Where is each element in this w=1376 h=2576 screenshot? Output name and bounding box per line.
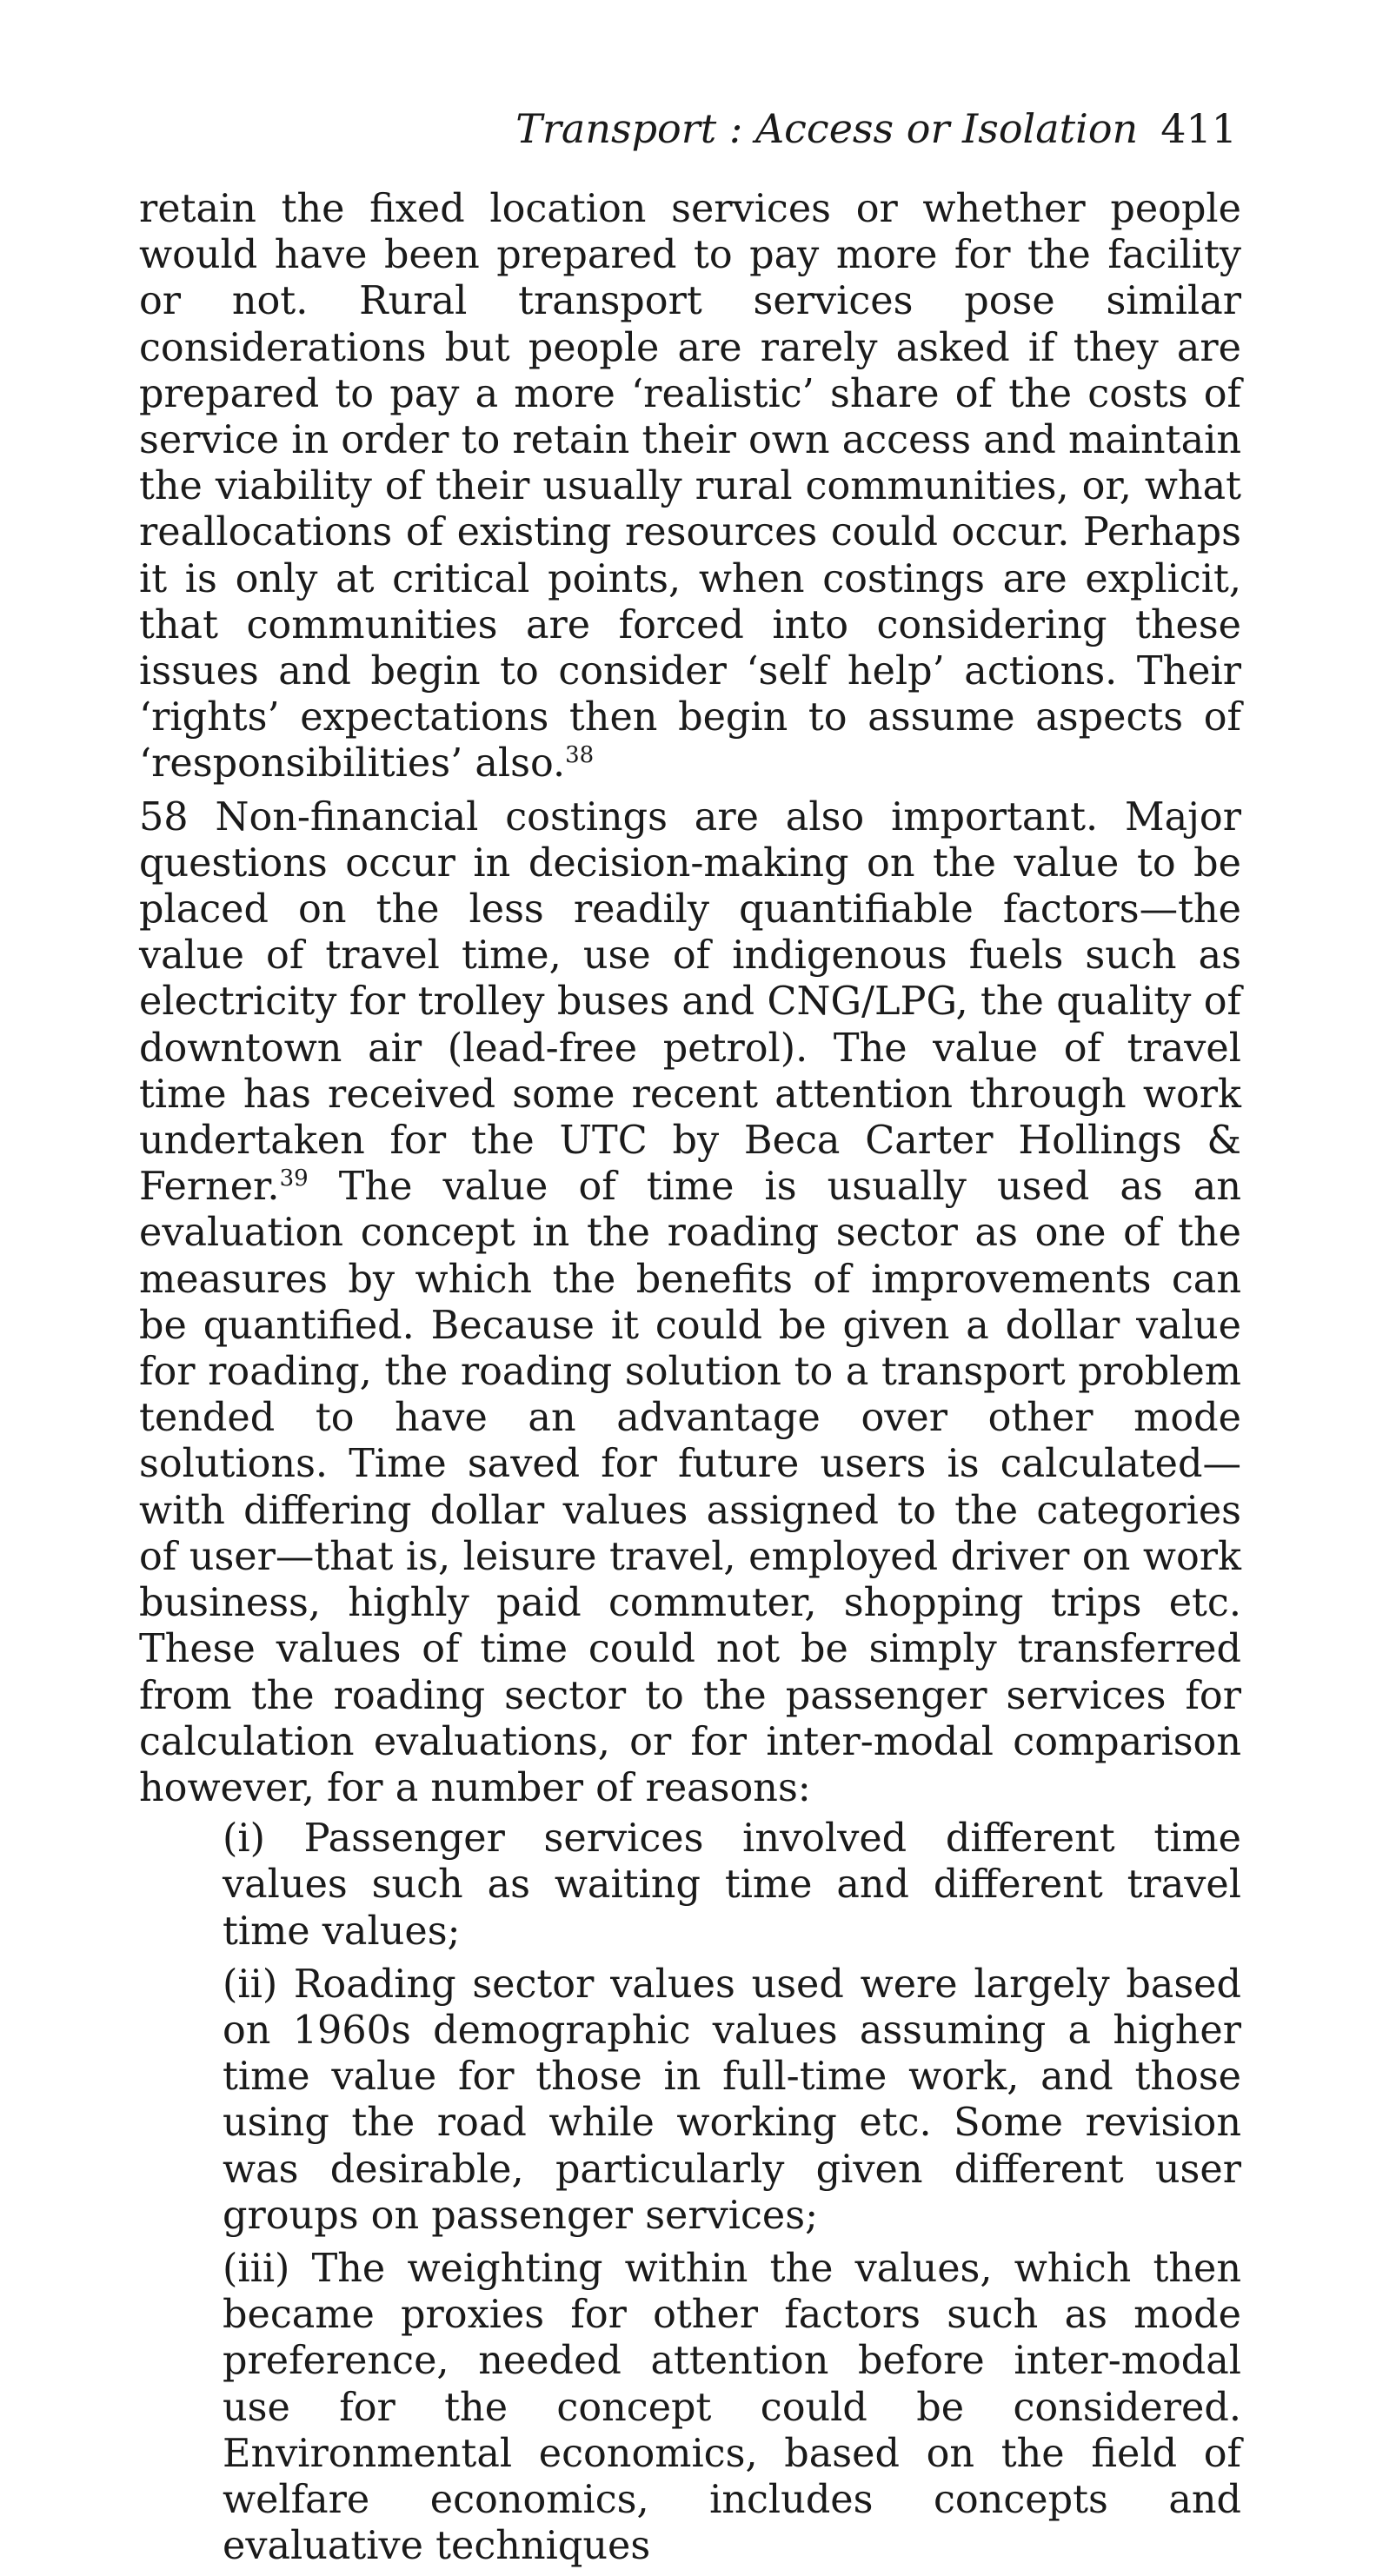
list-item: (i) Passenger services involved different time values such as waiting time and different travel time values; (223, 1816, 1241, 1954)
page-number: 411 (1160, 105, 1237, 152)
paragraph-text: retain the fixed location services or whether people would have been prepared to pay more for the facility or not. Rural transport services pose similar considerations but people are rarely asked if they are prepared to pay a more ‘realistic’ share of the costs of service in order to retain their own access and maintain the viability of their usually rural communities, or, what reallocations of existing resources could occur. Perhaps it is only at critical points, when costings are explicit, that communities are forced into considering these issues and begin to consider ‘self help’ actions. Their ‘rights’ expectations then begin to assume aspects of ‘responsibilities’ also. (139, 187, 1241, 787)
running-title: Transport : Access or Isolation (515, 105, 1139, 152)
reasons-list (139, 1816, 1241, 2569)
footnote-ref-38: 38 (565, 742, 595, 769)
paragraph-text: 58 Non-financial costings are also important. Major questions occur in decision-making on the value to be placed on the less readily quantifiable factors—the value of travel time, use of indigenous fuels such as electricity for trolley buses and CNG/LPG, the quality of downtown air (lead-free petrol). The value of travel time has received some recent attention through work undertaken for the UTC by Beca Carter Hollings & Ferner. (139, 794, 1241, 1210)
paragraph-text: The value of time is usually used as an evaluation concept in the roading sector as one of the measures by which the benefits of improvements can be quantified. Because it could be given a dollar value for roading, the roading solution to a transport problem tended to have an advantage over other mode solutions. Time saved for future users is calculated—with differing dollar values assigned to the categories of user—that is, leisure travel, employed driver on work business, highly paid commuter, shopping trips etc. These values of time could not be simply transferred from the roading sector to the passenger services for calculation evaluations, or for inter-modal comparison however, for a number of reasons: (139, 1165, 1241, 1810)
list-item: (ii) Roading sector values used were largely based on 1960s demographic values assuming a higher time value for those in full-time work, and those using the road while working etc. Some revision was desirable, particularly given different user groups on passenger services; (223, 1962, 1241, 2238)
list-item: (iii) The weighting within the values, which then became proxies for other factors such as mode preference, needed attention before inter-modal use for the concept could be considered. Environmental economics, based on the field of welfare economics, includes concepts and evaluative techniques (223, 2246, 1241, 2569)
paragraph-58 (139, 794, 1241, 1811)
paragraph-continued (139, 186, 1241, 787)
running-head (515, 104, 1237, 153)
body-text (139, 186, 1241, 2576)
footnote-ref-39: 39 (279, 1165, 309, 1192)
